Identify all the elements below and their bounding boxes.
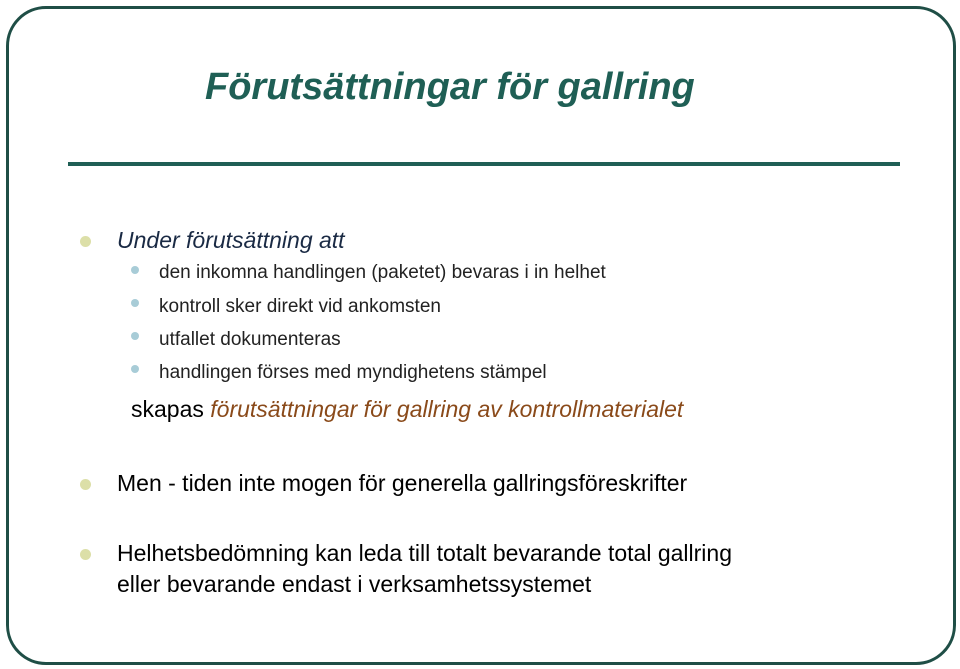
sub-bullet-dot xyxy=(131,332,139,340)
conclusion-lead: skapas xyxy=(131,396,211,422)
sub-bullet-dot xyxy=(131,365,139,373)
sub-item-1: den inkomna handlingen (paketet) bevaras i in helhet xyxy=(159,262,606,283)
slide-title: Förutsättningar för gallring xyxy=(205,66,695,108)
sub-bullet-dot xyxy=(131,266,139,274)
sub-item-4: handlingen förses med myndighetens stämpel xyxy=(159,362,547,383)
bullet-dot xyxy=(80,549,91,560)
bullet-3-line-1: Helhetsbedömning kan leda till totalt bevarande total gallring xyxy=(117,540,733,566)
bullet-1-heading: Under förutsättning att xyxy=(117,227,345,253)
sub-item-2: kontroll sker direkt vid ankomsten xyxy=(159,296,441,317)
sub-item-3: utfallet dokumenteras xyxy=(159,329,341,350)
conclusion-line xyxy=(131,396,683,423)
bullet-3-line-2: eller bevarande endast i verksamhetssystemet xyxy=(117,571,592,597)
bullet-2: Men - tiden inte mogen för generella gallringsföreskrifter xyxy=(117,470,688,496)
bullet-dot xyxy=(80,479,91,490)
title-divider xyxy=(68,162,900,166)
bullet-dot xyxy=(80,236,91,247)
sub-bullet-dot xyxy=(131,299,139,307)
conclusion-highlight: förutsättningar för gallring av kontrollmaterialet xyxy=(210,396,684,422)
